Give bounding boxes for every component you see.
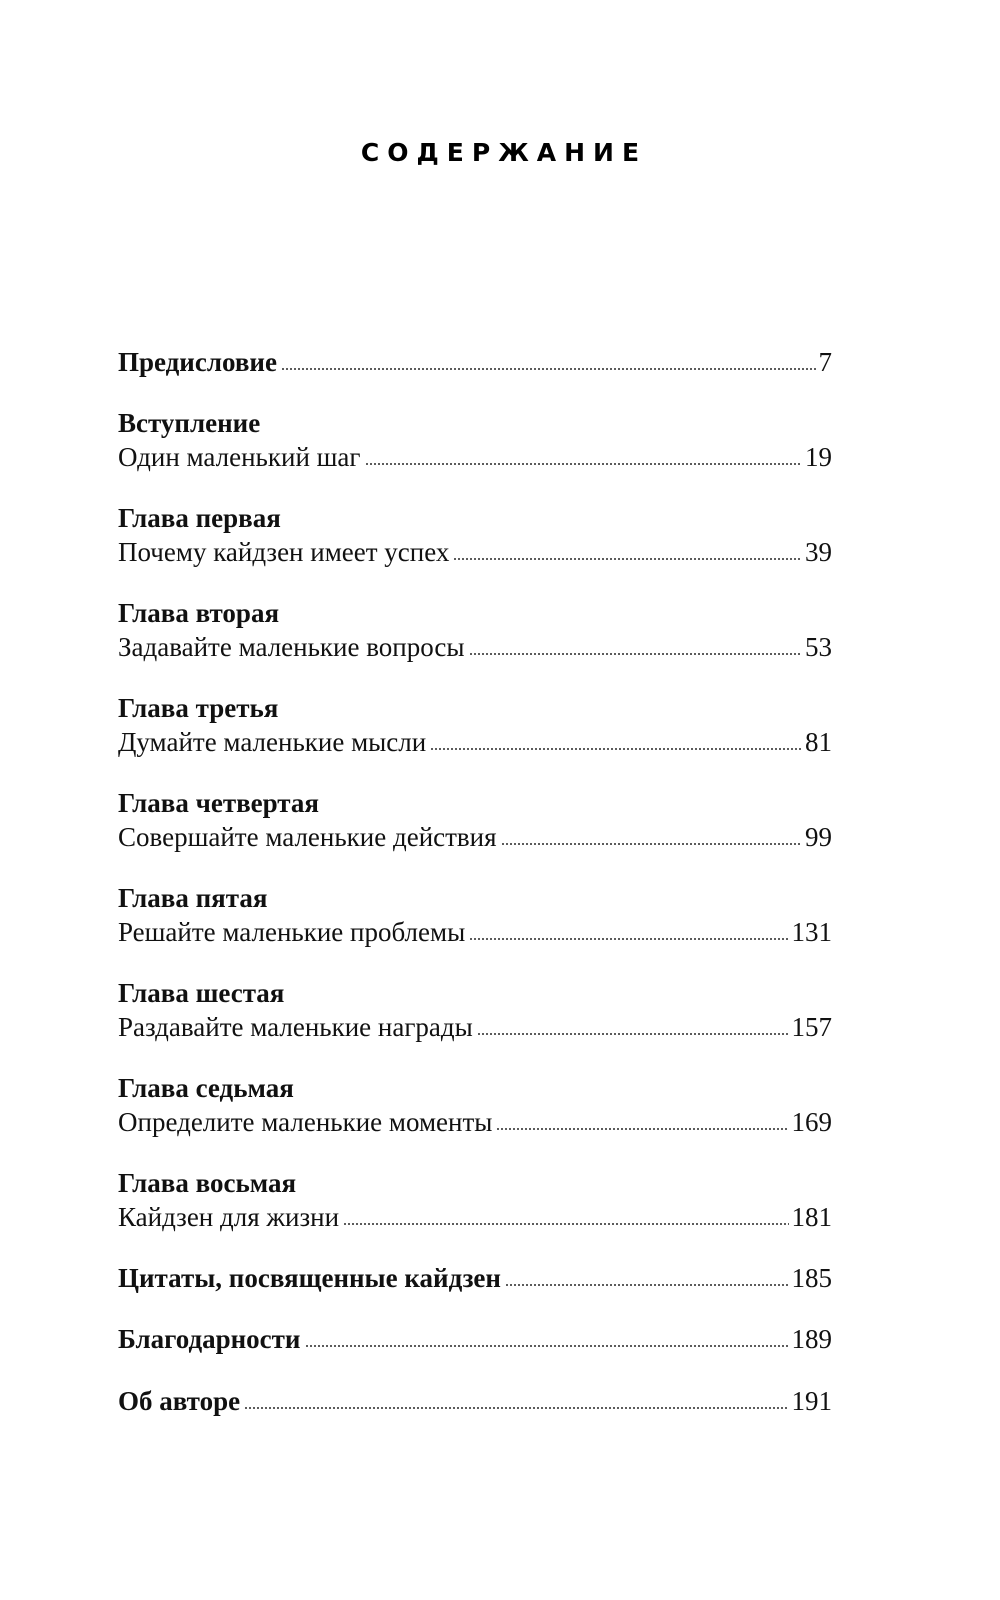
toc-page-number: 19 <box>805 442 832 472</box>
chapter-heading-6: Глава шестая <box>118 978 285 1008</box>
toc-page-number: 181 <box>791 1202 832 1232</box>
toc-page-number: 157 <box>791 1012 832 1042</box>
chapter-heading-1: Глава первая <box>118 503 281 533</box>
dot-leader <box>244 1407 788 1409</box>
chapter-heading-4: Глава четвертая <box>118 788 320 818</box>
chapter-heading-2: Глава вторая <box>118 598 280 628</box>
toc-entry-label: Почему кайдзен имеет успех <box>118 537 450 567</box>
dot-leader <box>281 368 816 370</box>
toc-entry-label: Раздавайте маленькие награды <box>118 1012 473 1042</box>
chapter-heading-3: Глава третья <box>118 693 279 723</box>
toc-page-number: 131 <box>791 917 832 947</box>
toc-page-number: 169 <box>791 1107 832 1137</box>
toc-entry-label: Совершайте маленькие действия <box>118 822 497 852</box>
toc-entry-quotes[interactable] <box>118 1261 832 1295</box>
toc-entry-label: Задавайте маленькие вопросы <box>118 632 465 662</box>
toc-entry-chapter-4[interactable] <box>118 820 832 854</box>
dot-leader <box>501 843 802 845</box>
dot-leader <box>430 748 802 750</box>
toc-page-number: 191 <box>791 1386 832 1416</box>
toc-page-number: 189 <box>791 1324 832 1354</box>
dot-leader <box>305 1345 789 1347</box>
toc-page-number: 53 <box>805 632 832 662</box>
toc-entry-chapter-6[interactable] <box>118 1010 832 1044</box>
chapter-heading-7: Глава седьмая <box>118 1073 294 1103</box>
toc-entry-label: Предисловие <box>118 347 277 377</box>
toc-entry-chapter-3[interactable] <box>118 725 832 759</box>
dot-leader <box>477 1033 789 1035</box>
page-title: СОДЕРЖАНИЕ <box>360 138 648 167</box>
toc-entry-about-author[interactable] <box>118 1384 832 1418</box>
toc-entry-label: Решайте маленькие проблемы <box>118 917 466 947</box>
chapter-heading-8: Глава восьмая <box>118 1168 297 1198</box>
dot-leader <box>469 938 788 940</box>
toc-entry-label: Кайдзен для жизни <box>118 1202 340 1232</box>
toc-entry-label: Определите маленькие моменты <box>118 1107 493 1137</box>
dot-leader <box>469 653 802 655</box>
toc-entry-chapter-7[interactable] <box>118 1105 832 1139</box>
dot-leader <box>343 1223 788 1225</box>
toc-entry-intro[interactable] <box>118 440 832 474</box>
toc-entry-label: Думайте маленькие мысли <box>118 727 427 757</box>
toc-page-number: 99 <box>805 822 832 852</box>
toc-page-number: 7 <box>818 347 832 377</box>
toc-entry-acknowledgements[interactable] <box>118 1322 832 1356</box>
toc-page-number: 185 <box>791 1263 832 1293</box>
chapter-heading-5: Глава пятая <box>118 883 268 913</box>
section-heading-intro: Вступление <box>118 408 261 438</box>
toc-entry-label: Об авторе <box>118 1386 241 1416</box>
toc-entry-chapter-5[interactable] <box>118 915 832 949</box>
dot-leader <box>365 463 803 465</box>
toc-page-number: 81 <box>805 727 832 757</box>
toc-entry-preface[interactable] <box>118 345 832 379</box>
toc-entry-label: Цитаты, посвященные кайдзен <box>118 1263 501 1293</box>
toc-entry-chapter-8[interactable] <box>118 1200 832 1234</box>
dot-leader <box>505 1284 789 1286</box>
toc-page-number: 39 <box>805 537 832 567</box>
toc-entry-label: Благодарности <box>118 1324 301 1354</box>
dot-leader <box>453 558 802 560</box>
dot-leader <box>496 1128 788 1130</box>
toc-entry-chapter-1[interactable] <box>118 535 832 569</box>
toc-entry-label: Один маленький шаг <box>118 442 361 472</box>
toc-entry-chapter-2[interactable] <box>118 630 832 664</box>
